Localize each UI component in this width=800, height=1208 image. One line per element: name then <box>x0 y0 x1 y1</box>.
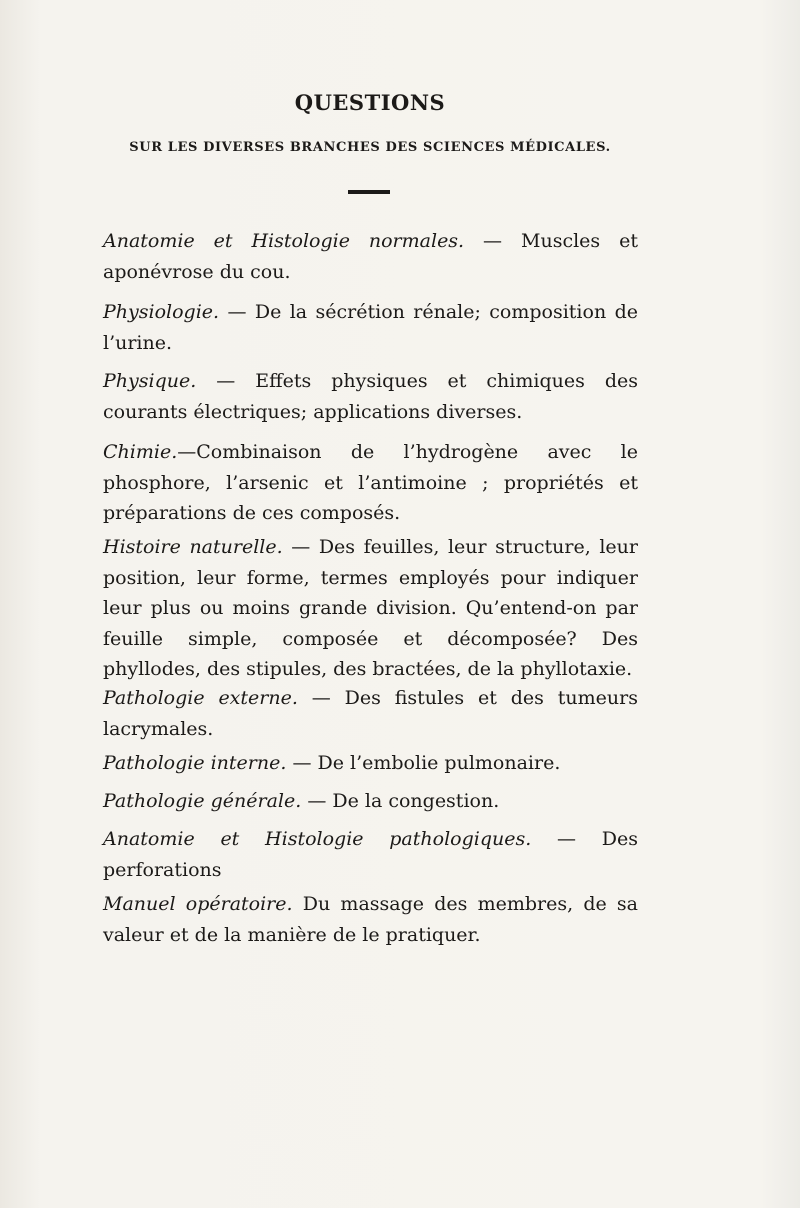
section-separator: — <box>177 441 197 463</box>
section-physique <box>103 366 638 427</box>
section-separator: — <box>196 370 256 392</box>
section-heading: Physique. <box>103 370 197 392</box>
page-title: QUESTIONS <box>294 90 446 115</box>
section-separator: — <box>301 790 333 812</box>
section-heading: Physiologie. <box>103 301 220 323</box>
section-text: Des fistules et des tumeurs lacrymales. <box>103 687 638 740</box>
section-text: Des perforations <box>103 828 638 881</box>
section-chimie <box>103 437 638 529</box>
section-pathologie-generale <box>103 786 638 817</box>
section-heading: Anatomie et Histologie normales. <box>103 230 465 252</box>
section-text: Combinaison de l’hydrogène avec le phosphore, l’arsenic et l’antimoine ; propriétés et préparations de ces composés. <box>103 441 638 524</box>
section-text: Des feuilles, leur structure, leur position, leur forme, termes employés pour indiquer leur plus ou moins grande division. Qu’entend-on par feuille simple, composée et décomposée? Des phyllodes, des stipules, des bractées, de la phyllotaxie. <box>103 536 638 680</box>
page-subtitle: SUR LES DIVERSES BRANCHES DES SCIENCES MÉDICALES. <box>129 140 611 155</box>
section-heading: Anatomie et Histologie pathologiques. <box>103 828 532 850</box>
section-heading: Pathologie interne. <box>103 752 287 774</box>
section-histoire-naturelle <box>103 532 638 685</box>
section-text: De la sécrétion rénale; composition de l’urine. <box>103 301 638 354</box>
section-separator: — <box>219 301 255 323</box>
section-heading: Pathologie générale. <box>103 790 302 812</box>
section-heading: Manuel opératoire. <box>103 893 293 915</box>
section-separator: — <box>297 687 345 709</box>
section-physiologie <box>103 297 638 358</box>
section-text: De l’embolie pulmonaire. <box>317 752 561 774</box>
section-heading: Histoire naturelle. <box>103 536 283 558</box>
section-separator: — <box>531 828 602 850</box>
section-text: Muscles et aponévrose du cou. <box>103 230 638 283</box>
section-anatomie-histologie-normales <box>103 226 638 287</box>
section-manuel-operatoire <box>103 889 638 950</box>
section-separator <box>293 893 303 915</box>
section-text: Du massage des membres, de sa valeur et de la manière de le pratiquer. <box>103 893 639 946</box>
section-pathologie-externe <box>103 683 638 744</box>
section-heading: Chimie. <box>103 441 178 463</box>
section-text: De la congestion. <box>332 790 500 812</box>
section-text: Effets physiques et chimiques des courants électriques; applications diverses. <box>103 370 638 423</box>
section-separator: — <box>464 230 522 252</box>
section-separator: — <box>282 536 319 558</box>
section-anatomie-histologie-pathologiques <box>103 824 638 885</box>
section-heading: Pathologie externe. <box>103 687 298 709</box>
section-pathologie-interne <box>103 748 638 779</box>
section-separator: — <box>286 752 318 774</box>
title-divider <box>348 190 390 194</box>
